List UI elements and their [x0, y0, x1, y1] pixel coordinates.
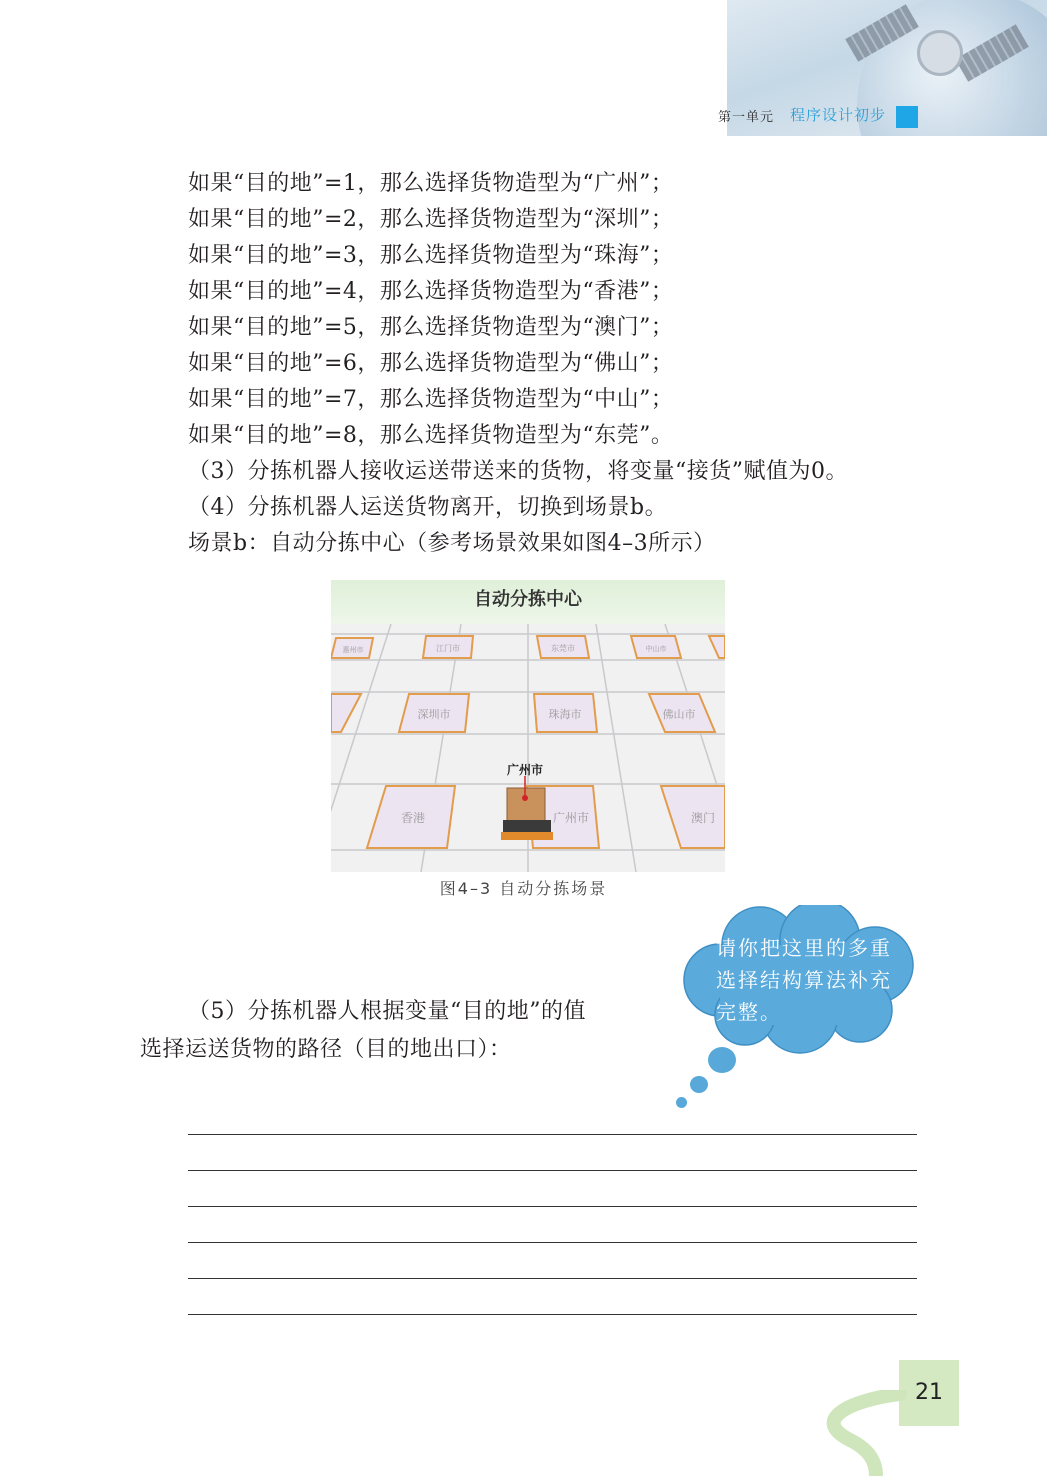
tile-label: 珠海市	[548, 708, 582, 721]
tile-label: 东莞市	[551, 644, 575, 653]
thought-bubble-icon	[690, 1076, 708, 1093]
body-line: 如果“目的地”=4，那么选择货物造型为“香港”；	[188, 279, 674, 304]
tile-label: 江门市	[436, 644, 460, 653]
thought-bubble-icon	[708, 1047, 736, 1073]
figure-caption: 图4–3 自动分拣场景	[439, 879, 608, 898]
satellite-image	[917, 30, 963, 76]
tile-label: 惠州市	[342, 646, 364, 654]
step5-line2: 选择运送货物的路径（目的地出口）：	[140, 1037, 512, 1062]
decorative-curve-icon	[820, 1390, 940, 1476]
tile-label: 澳门	[690, 811, 716, 825]
answer-line[interactable]	[188, 1134, 917, 1135]
step3-text: （3）分拣机器人接收运送带送来的货物，将变量“接货”赋值为0。	[188, 459, 848, 484]
unit-label: 第一单元	[718, 110, 775, 125]
floor-grid	[331, 624, 725, 872]
answer-line[interactable]	[188, 1314, 917, 1315]
figure-title: 自动分拣中心	[331, 580, 725, 624]
step5-line1: （5）分拣机器人根据变量“目的地”的值	[188, 999, 586, 1024]
body-line: 如果“目的地”=6，那么选择货物造型为“佛山”；	[188, 351, 674, 376]
answer-line[interactable]	[188, 1170, 917, 1171]
tile-label: 中山市	[645, 645, 667, 653]
header-square-icon	[896, 106, 918, 128]
answer-line[interactable]	[188, 1278, 917, 1279]
tile-label: 深圳市	[417, 708, 451, 721]
tile-label: 佛山市	[662, 708, 696, 721]
thought-bubble-icon	[676, 1097, 687, 1108]
page-number: 21	[915, 1380, 943, 1405]
header-decoration	[727, 0, 1047, 136]
section-label: 程序设计初步	[790, 106, 887, 124]
sorting-center-figure	[331, 580, 725, 872]
step4-text: （4）分拣机器人运送货物离开，切换到场景b。	[188, 495, 668, 520]
body-line: 如果“目的地”=5，那么选择货物造型为“澳门”；	[188, 315, 674, 340]
body-line: 如果“目的地”=2，那么选择货物造型为“深圳”；	[188, 207, 674, 232]
body-line: 如果“目的地”=1，那么选择货物造型为“广州”；	[188, 171, 674, 196]
tile-label: 广州市	[552, 811, 590, 825]
tile-label: 香港	[400, 811, 426, 825]
robot-label: 广州市	[506, 763, 544, 777]
answer-line[interactable]	[188, 1242, 917, 1243]
body-line: 如果“目的地”=3，那么选择货物造型为“珠海”；	[188, 243, 674, 268]
scene-b-text: 场景b：自动分拣中心（参考场景效果如图4–3所示）	[188, 531, 716, 556]
answer-line[interactable]	[188, 1206, 917, 1207]
body-line: 如果“目的地”=7，那么选择货物造型为“中山”；	[188, 387, 674, 412]
cloud-hint-text: 请你把这里的多重选择结构算法补充完整。	[716, 936, 892, 1024]
body-line: 如果“目的地”=8，那么选择货物造型为“东莞”。	[188, 423, 674, 448]
